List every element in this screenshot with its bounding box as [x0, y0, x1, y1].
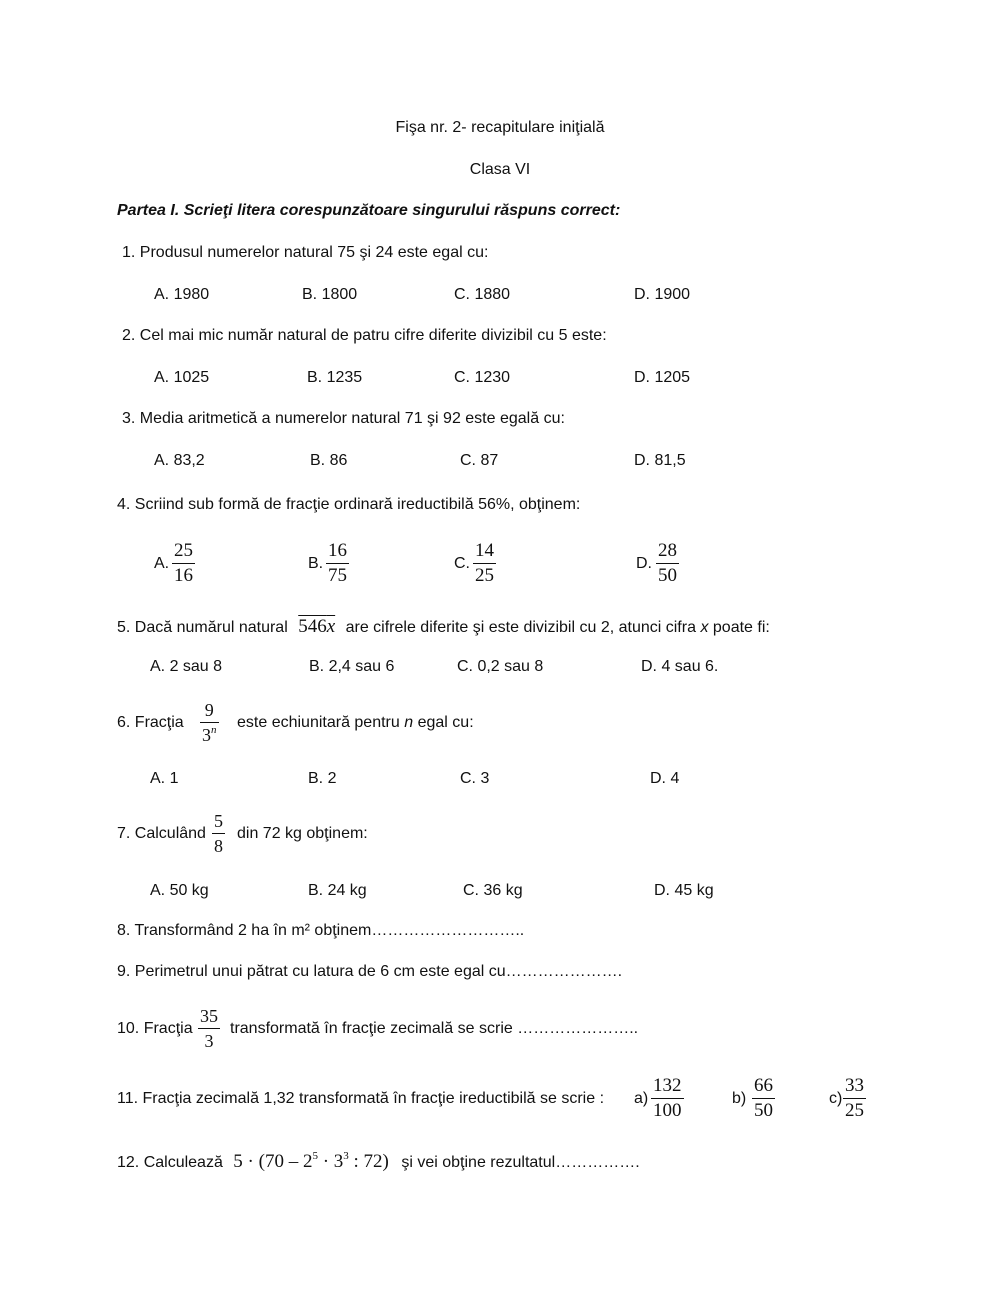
q7-option-a: A. 50 kg — [150, 882, 209, 899]
question-8: 8. Transformând 2 ha în m² obţinem……………………….. — [117, 922, 525, 939]
q3-option-b: B. 86 — [310, 452, 348, 469]
q6-den-exponent: n — [211, 724, 217, 736]
q5-option-c: C. 0,2 sau 8 — [457, 658, 544, 675]
q5-option-b: B. 2,4 sau 6 — [309, 658, 395, 675]
question-10-start: 10. Fracţia — [117, 1020, 193, 1037]
fraction-numerator: 9 — [204, 700, 214, 720]
question-12 — [117, 1151, 640, 1173]
q6-text-end: egal cu: — [417, 714, 474, 731]
question-4: 4. Scriind sub formă de fracţie ordinară ireductibilă 56%, obţinem: — [117, 496, 581, 513]
q5-number-variable: x — [326, 616, 336, 637]
q5-text-end: poate fi: — [712, 619, 770, 636]
question-2: 2. Cel mai mic număr natural de patru cifre diferite divizibil cu 5 este: — [122, 327, 607, 344]
q10-fraction — [198, 1005, 220, 1052]
q4-option-c-label: C. — [454, 555, 470, 572]
question-6-start: 6. Fracţia — [117, 714, 184, 731]
class-label: Clasa VI — [469, 161, 531, 178]
fraction-denominator: 8 — [214, 836, 223, 856]
fraction-bar — [656, 563, 679, 564]
fraction-bar — [212, 833, 225, 834]
q11-option-b-label: b) — [732, 1090, 747, 1107]
q4-option-a-fraction — [172, 540, 195, 587]
fraction-bar — [473, 563, 496, 564]
q11-option-b-fraction — [752, 1075, 775, 1122]
q7-option-c: C. 36 kg — [463, 882, 523, 899]
q1-option-b: B. 1800 — [302, 286, 358, 303]
q1-option-d: D. 1900 — [634, 286, 691, 303]
fraction-denominator: 16 — [174, 565, 193, 586]
q6-fraction — [200, 699, 219, 746]
part-heading: Partea I. Scrieţi litera corespunzătoare singurului răspuns correct: — [117, 202, 621, 219]
q5-number-digits: 546 — [298, 616, 327, 637]
question-1: 1. Produsul numerelor natural 75 şi 24 este egal cu: — [122, 244, 489, 261]
fraction-numerator: 66 — [754, 1075, 773, 1096]
fraction-denominator: 100 — [653, 1100, 682, 1121]
fraction-numerator: 5 — [214, 811, 223, 831]
q4-option-a-label: A. — [154, 555, 170, 572]
q5-overlined-number — [298, 616, 335, 637]
q2-option-c: C. 1230 — [454, 369, 511, 386]
q4-option-d-fraction — [656, 540, 679, 587]
q12-exponent-2: 3 — [343, 1150, 349, 1162]
q11-option-a-fraction — [651, 1075, 684, 1122]
fraction-bar — [843, 1098, 866, 1099]
q5-option-d: D. 4 sau 6. — [641, 658, 719, 675]
fraction-denominator — [200, 724, 219, 746]
q2-option-d: D. 1205 — [634, 369, 691, 386]
fraction-bar — [172, 563, 195, 564]
fraction-bar — [326, 563, 349, 564]
q4-option-c-fraction — [473, 540, 496, 587]
q5-variable: x — [700, 619, 709, 636]
q6-den-base: 3 — [202, 725, 211, 745]
q12-expr-part-a: 5 · (70 – 2 — [233, 1151, 313, 1172]
q6-option-c: C. 3 — [460, 770, 490, 787]
question-7-end: din 72 kg obţinem: — [237, 825, 368, 842]
q12-text-end: şi vei obţine rezultatul……………. — [401, 1154, 640, 1171]
fraction-numerator: 28 — [658, 540, 677, 561]
q1-option-c: C. 1880 — [454, 286, 511, 303]
q6-option-b: B. 2 — [308, 770, 337, 787]
q6-option-d: D. 4 — [650, 770, 680, 787]
fraction-denominator: 50 — [658, 565, 677, 586]
q1-option-a: A. 1980 — [154, 286, 210, 303]
q12-expr-part-c: : 72) — [348, 1151, 389, 1172]
question-11: 11. Fracţia zecimală 1,32 transformată în fracţie ireductibilă se scrie : — [117, 1090, 605, 1107]
q7-option-b: B. 24 kg — [308, 882, 367, 899]
q6-option-a: A. 1 — [150, 770, 179, 787]
question-5 — [117, 616, 770, 638]
q6-variable: n — [404, 714, 414, 731]
q7-option-d: D. 45 kg — [654, 882, 714, 899]
fraction-numerator: 14 — [475, 540, 494, 561]
q4-option-d-label: D. — [636, 555, 652, 572]
q12-expression — [233, 1151, 389, 1172]
fraction-denominator: 3 — [204, 1031, 214, 1051]
q5-option-a: A. 2 sau 8 — [150, 658, 223, 675]
fraction-numerator: 132 — [653, 1075, 682, 1096]
q7-fraction — [212, 810, 225, 857]
q3-option-a: A. 83,2 — [154, 452, 205, 469]
q5-text-middle: are cifrele diferite şi este divizibil cu 2, atunci cifra — [345, 619, 696, 636]
q11-option-c-label: c) — [829, 1090, 843, 1107]
q11-option-c-fraction — [843, 1075, 866, 1122]
fraction-denominator: 25 — [845, 1100, 864, 1121]
fraction-denominator: 25 — [475, 565, 494, 586]
q4-option-b-label: B. — [308, 555, 324, 572]
fraction-denominator: 75 — [328, 565, 347, 586]
page-title: Fişa nr. 2- recapitulare iniţială — [395, 119, 605, 136]
q2-option-b: B. 1235 — [307, 369, 363, 386]
fraction-numerator: 25 — [174, 540, 193, 561]
fraction-denominator: 50 — [754, 1100, 773, 1121]
question-6-end — [237, 714, 474, 732]
q3-option-c: C. 87 — [460, 452, 499, 469]
q2-option-a: A. 1025 — [154, 369, 210, 386]
q3-option-d: D. 81,5 — [634, 452, 686, 469]
q6-text-middle: este echiunitară pentru — [237, 714, 400, 731]
question-3: 3. Media aritmetică a numerelor natural 71 şi 92 este egală cu: — [122, 410, 565, 427]
fraction-numerator: 35 — [200, 1006, 218, 1026]
q11-option-a-label: a) — [634, 1090, 649, 1107]
q5-text-start: 5. Dacă numărul natural — [117, 619, 288, 636]
fraction-bar — [200, 722, 219, 723]
fraction-numerator: 33 — [845, 1075, 864, 1096]
fraction-bar — [651, 1098, 684, 1099]
q4-option-b-fraction — [326, 540, 349, 587]
q12-text-start: 12. Calculează — [117, 1154, 223, 1171]
question-7-start: 7. Calculând — [117, 825, 206, 842]
question-10-end: transformată în fracţie zecimală se scrie ………………….. — [230, 1020, 639, 1037]
q12-exponent-1: 5 — [312, 1150, 318, 1162]
fraction-bar — [198, 1028, 220, 1029]
question-9: 9. Perimetrul unui pătrat cu latura de 6 cm este egal cu…………………. — [117, 963, 623, 980]
q12-expr-part-b: · 3 — [317, 1151, 344, 1172]
fraction-bar — [752, 1098, 775, 1099]
fraction-numerator: 16 — [328, 540, 347, 561]
